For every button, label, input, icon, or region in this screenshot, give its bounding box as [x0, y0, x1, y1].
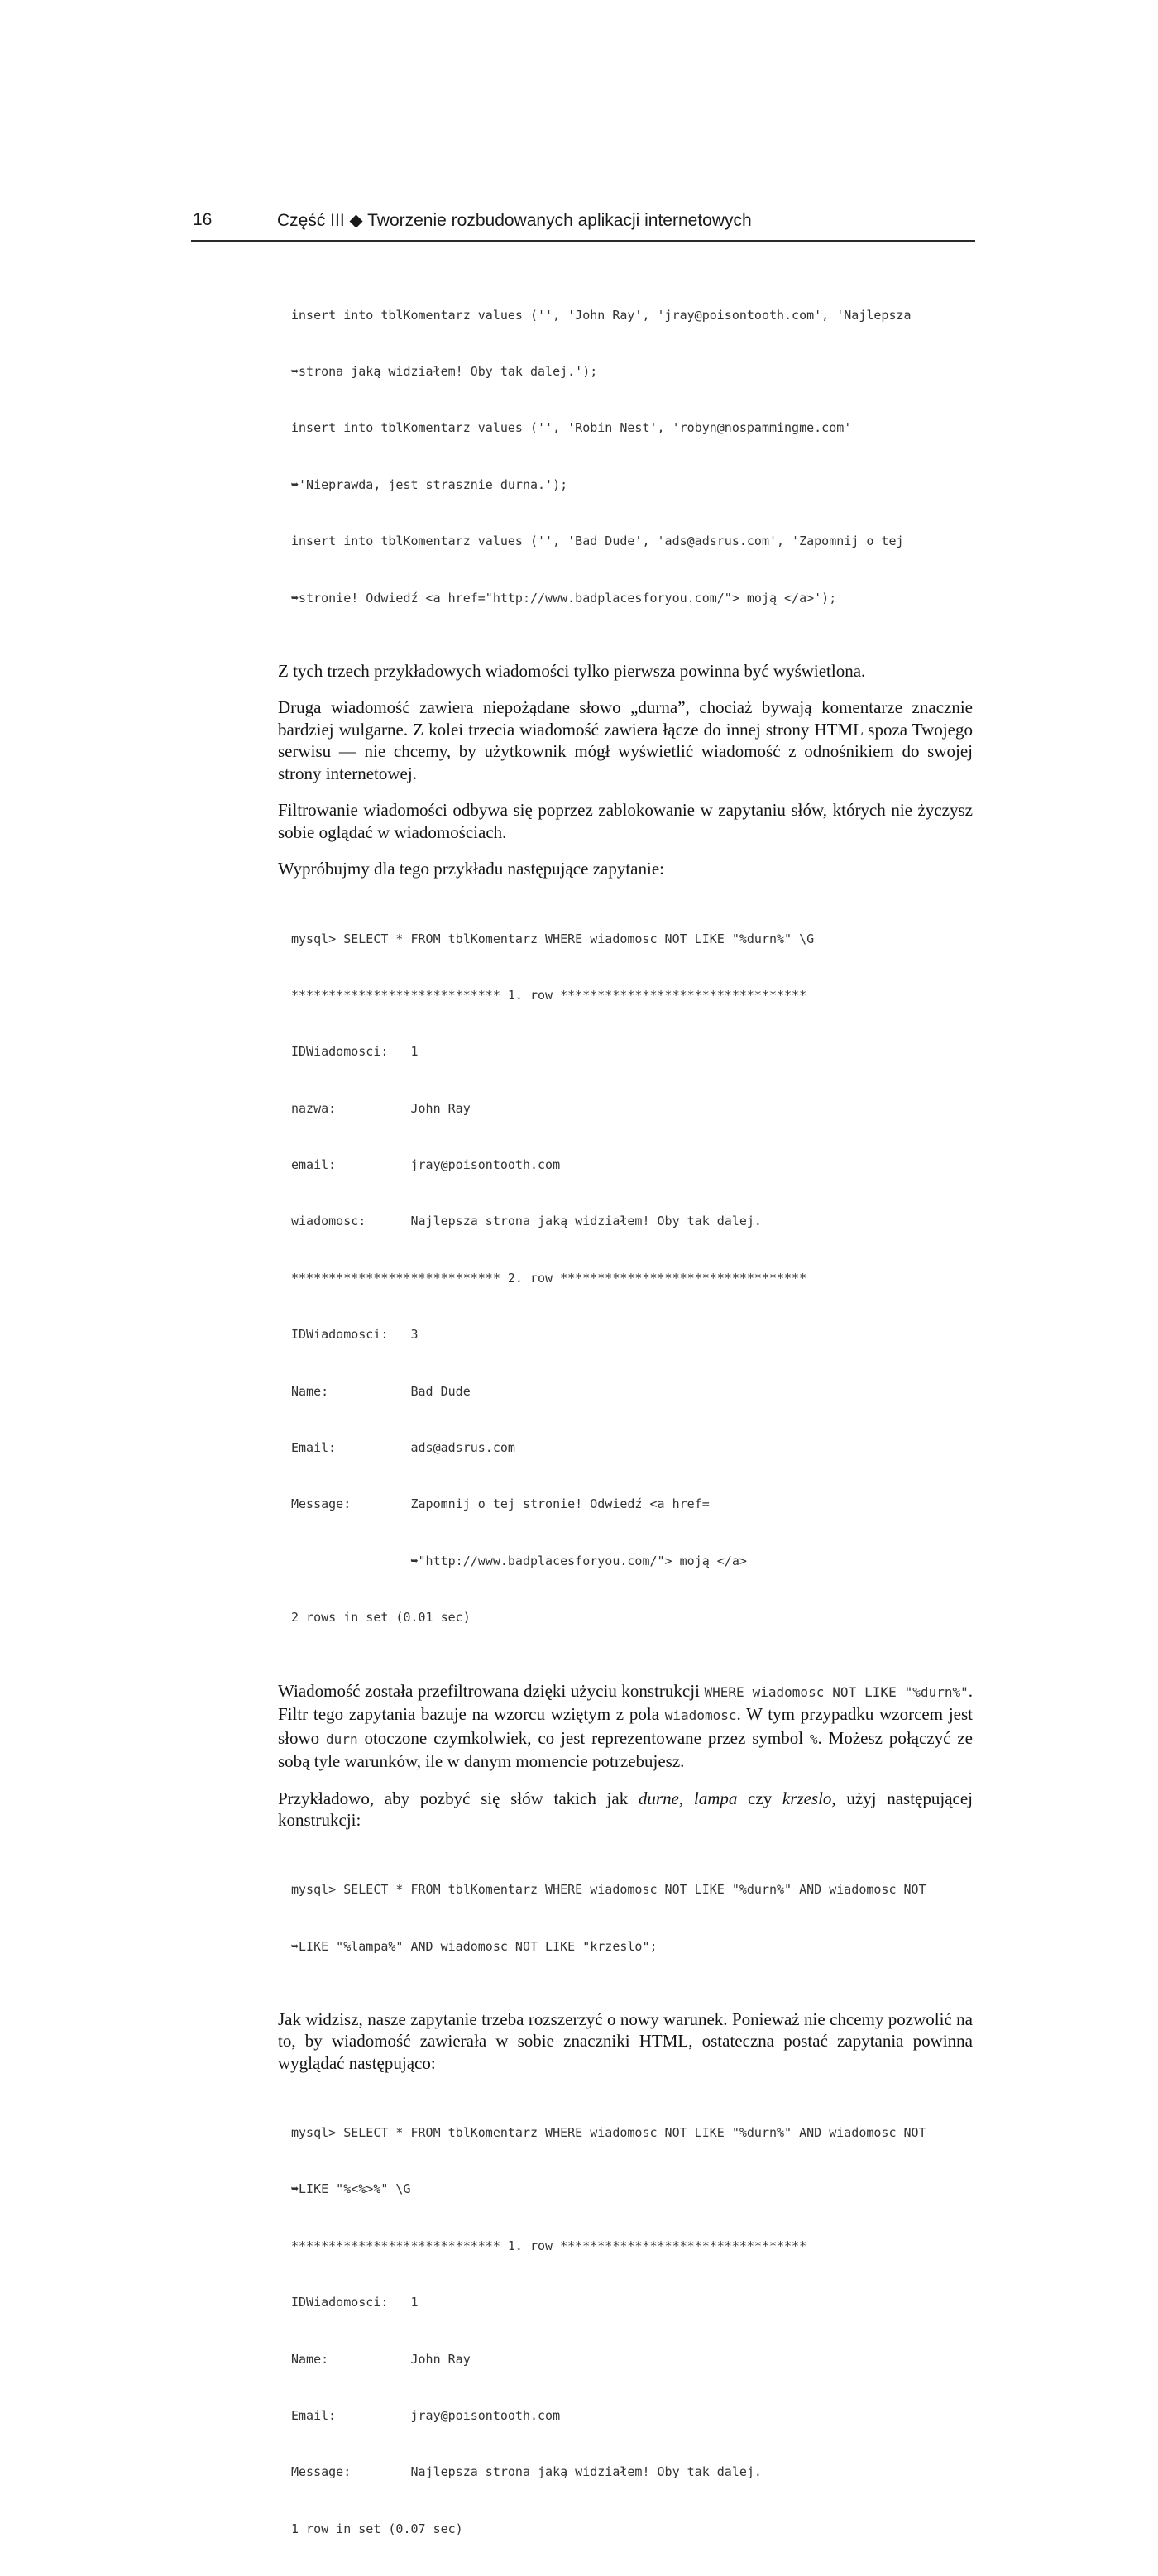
code-line: ➥stronie! Odwiedź <a href="http://www.badplacesforyou.com/"> moją </a>');	[291, 590, 837, 606]
paragraph-try-query: Wypróbujmy dla tego przykładu następujące zapytanie:	[278, 859, 664, 879]
code-line: **************************** 1. row *********************************	[291, 2238, 807, 2253]
inline-code: %	[809, 1731, 818, 1747]
code-line: Email: jray@poisontooth.com	[291, 2408, 561, 2424]
code-line: ➥'Nieprawda, jest strasznie durna.');	[291, 476, 568, 492]
code-line: **************************** 2. row *********************************	[291, 1270, 807, 1286]
code-line: ➥LIKE "%<%>%" \G	[291, 2181, 411, 2197]
page-header	[191, 210, 975, 242]
code-line: 2 rows in set (0.01 sec)	[291, 1610, 471, 1626]
inline-code: durn	[326, 1731, 358, 1747]
code-line: wiadomosc: Najlepsza strona jaką widziałem! Oby tak dalej.	[291, 1214, 762, 1229]
code-line: IDWiadomosci: 1	[291, 1044, 419, 1060]
code-block-query-result	[291, 892, 973, 1665]
code-line: ➥strona jaką widziałem! Oby tak dalej.');	[291, 363, 598, 379]
paragraph-intro: Z tych trzech przykładowych wiadomości tylko pierwsza powinna być wyświetlona.	[278, 660, 866, 681]
code-line: insert into tblKomentarz values ('', 'Robin Nest', 'robyn@nospammingme.com'	[291, 420, 852, 436]
paragraph-filter-explained: Wiadomość została przefiltrowana dzięki użyciu konstrukcji WHERE wiadomosc NOT LIKE "%durn%". Filtr tego zapytania bazuje na wzorcu wziętym z pola wiadomosc. W tym przypadku wzorcem jest słowo durn otoczone czymkolwiek, co jest reprezentowane przez symbol %. Możesz połączyć ze sobą tyle warunków, ile w danym momencie potrzebujesz.	[278, 1680, 973, 1772]
paragraph-filtering: Filtrowanie wiadomości odbywa się poprzez zablokowanie w zapytaniu słów, których nie życzysz sobie oglądać w wiadomościach.	[278, 800, 973, 842]
page-content	[278, 268, 973, 2576]
code-line: email: jray@poisontooth.com	[291, 1157, 561, 1173]
code-line: Name: John Ray	[291, 2351, 471, 2367]
code-line: mysql> SELECT * FROM tblKomentarz WHERE wiadomosc NOT LIKE "%durn%" AND wiadomosc NOT	[291, 2125, 926, 2141]
emphasis-word: durne	[638, 1788, 679, 1808]
paragraph-final-query: Jak widzisz, nasze zapytanie trzeba rozszerzyć o nowy warunek. Ponieważ nie chcemy pozwolić na to, by wiadomość zawierała w sobie znaczniki HTML, ostateczna postać zapytania powinna wyglądać następująco:	[278, 2009, 973, 2073]
code-line: mysql> SELECT * FROM tblKomentarz WHERE wiadomosc NOT LIKE "%durn%" AND wiadomosc NOT	[291, 1882, 926, 1898]
code-line: insert into tblKomentarz values ('', 'Bad Dude', 'ads@adsrus.com', 'Zapomnij o tej	[291, 534, 904, 549]
inline-code: WHERE wiadomosc NOT LIKE "%durn%"	[704, 1683, 969, 1700]
code-block-multi-filter	[291, 1843, 973, 1994]
paragraph-explanation: Druga wiadomość zawiera niepożądane słowo „durna”, chociaż bywają komentarze znacznie bardziej wulgarne. Z kolei trzecia wiadomość zawiera łącze do innej strony HTML spoza Twojego serwisu — nie chcemy, by użytkownik mógł wyświetlić wiadomość z odnośnikiem do swojej strony internetowej.	[278, 697, 973, 783]
running-title: Część III ◆ Tworzenie rozbudowanych aplikacji internetowych	[277, 211, 752, 230]
inline-code: wiadomosc	[664, 1707, 737, 1724]
code-line: 1 row in set (0.07 sec)	[291, 2521, 463, 2536]
paragraph-example-words: Przykładowo, aby pozbyć się słów takich jak durne, lampa czy krzeslo, użyj następującej konstrukcji:	[278, 1788, 973, 1831]
emphasis-word: krzeslo	[782, 1788, 832, 1808]
code-line: ➥"http://www.badplacesforyou.com/"> moją </a>	[291, 1553, 747, 1568]
code-line: **************************** 1. row *********************************	[291, 987, 807, 1003]
emphasis-word: lampa	[693, 1788, 738, 1808]
code-line: Message: Najlepsza strona jaką widziałem! Oby tak dalej.	[291, 2464, 762, 2480]
code-line: ➥LIKE "%lampa%" AND wiadomosc NOT LIKE "krzeslo";	[291, 1938, 658, 1954]
code-line: nazwa: John Ray	[291, 1100, 471, 1116]
code-line: IDWiadomosci: 1	[291, 2295, 419, 2310]
code-block-insert	[291, 268, 973, 645]
code-block-final-result	[291, 2085, 973, 2576]
code-line: IDWiadomosci: 3	[291, 1327, 419, 1343]
code-line: Name: Bad Dude	[291, 1383, 471, 1399]
code-line: insert into tblKomentarz values ('', 'John Ray', 'jray@poisontooth.com', 'Najlepsza	[291, 307, 912, 323]
page-number: 16	[193, 210, 213, 229]
code-line: mysql> SELECT * FROM tblKomentarz WHERE wiadomosc NOT LIKE "%durn%" \G	[291, 931, 815, 946]
code-line: Message: Zapomnij o tej stronie! Odwiedź <a href=	[291, 1496, 710, 1512]
code-line: Email: ads@adsrus.com	[291, 1440, 515, 1456]
